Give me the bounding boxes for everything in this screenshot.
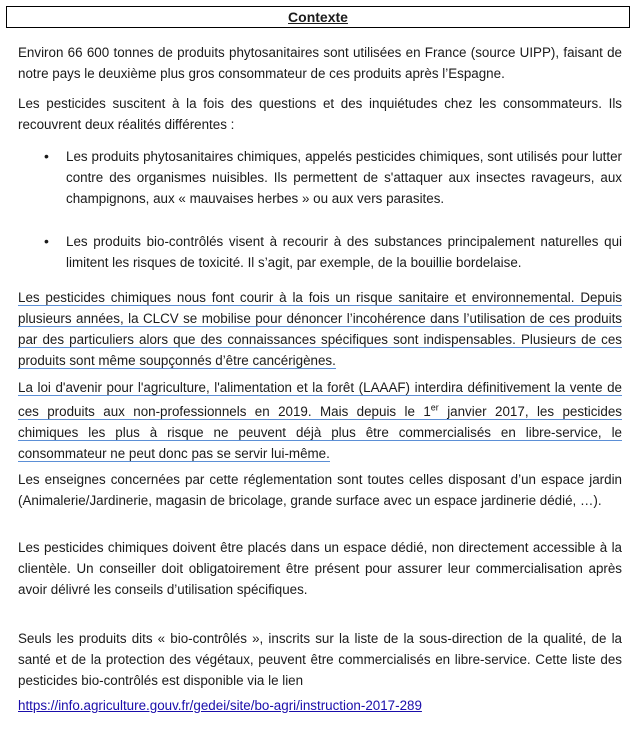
- paragraph-realities: Les pesticides suscitent à la fois des questions et des inquiétudes chez les consommateurs. Ils recouvrent deux réalités différentes :: [18, 96, 622, 132]
- law-text-a: La loi d'avenir pour l'agriculture, l'alimentation et la forêt (LAAAF) interdira définitivement la vente de ces produits aux non-professionnels en 2019. Mais depuis le 1: [18, 380, 622, 420]
- bullet-marker-2: •: [44, 233, 49, 249]
- bullet-biocontrol: Les produits bio-contrôlés visent à recourir à des substances principalement naturelles qui limitent les risques de toxicité. Il s’agit, par exemple, de la bouillie bordelaise.: [66, 234, 622, 270]
- law-text-b: janvier 2017, les pesticides chimiques les plus à risque ne peuvent déjà plus être commercialisés en libre-service, le consommateur ne peut donc pas se servir lui-même.: [18, 404, 622, 462]
- section-title-box: [6, 6, 630, 28]
- paragraph-risks: [18, 287, 622, 371]
- bullet-chemical: Les produits phytosanitaires chimiques, appelés pesticides chimiques, sont utilisés pour lutter contre des organismes nuisibles. Ils permettent de s'attaquer aux insectes ravageurs, aux champignons, aux « mauvaises herbes » ou aux vers parasites.: [66, 149, 622, 206]
- paragraph-intro: Environ 66 600 tonnes de produits phytosanitaires sont utilisées en France (source UIPP), faisant de notre pays le deuxième plus gros consommateur de ces produits après l’Espagne.: [18, 45, 622, 81]
- law-superscript: er: [430, 403, 439, 413]
- instruction-link[interactable]: https://info.agriculture.gouv.fr/gedei/site/bo-agri/instruction-2017-289: [18, 698, 422, 713]
- bullet-marker-1: •: [44, 148, 49, 164]
- paragraph-placement: Les pesticides chimiques doivent être placés dans un espace dédié, non directement accessible à la clientèle. Un conseiller doit obligatoirement être présent pour assurer leur commercialisation après avoir délivré les conseils d’utilisation spécifiques.: [18, 540, 622, 597]
- paragraph-law-text: [18, 380, 622, 462]
- paragraph-risks-text: Les pesticides chimiques nous font courir à la fois un risque sanitaire et environnemental. Depuis plusieurs années, la CLCV se mobilise pour dénoncer l’incohérence dans l’utilisation de ces produits par des particuliers alors que des connaissances spécifiques sont indispensables. Plusieurs de ces produits sont même soupçonnés d’être cancérigènes.: [18, 290, 622, 368]
- paragraph-law: [18, 377, 622, 464]
- paragraph-biocontrol-list: Seuls les produits dits « bio-contrôlés », inscrits sur la liste de la sous-direction de la qualité, de la santé et de la protection des végétaux, peuvent être commercialisés en libre-service. Cette liste des pesticides bio-contrôlés est disponible via le lien: [18, 631, 622, 688]
- paragraph-stores: Les enseignes concernées par cette réglementation sont toutes celles disposant d’un espace jardin (Animalerie/Jardinerie, magasin de bricolage, grande surface avec un espace jardinerie dédié, …).: [18, 472, 622, 508]
- section-title: Contexte: [288, 9, 348, 25]
